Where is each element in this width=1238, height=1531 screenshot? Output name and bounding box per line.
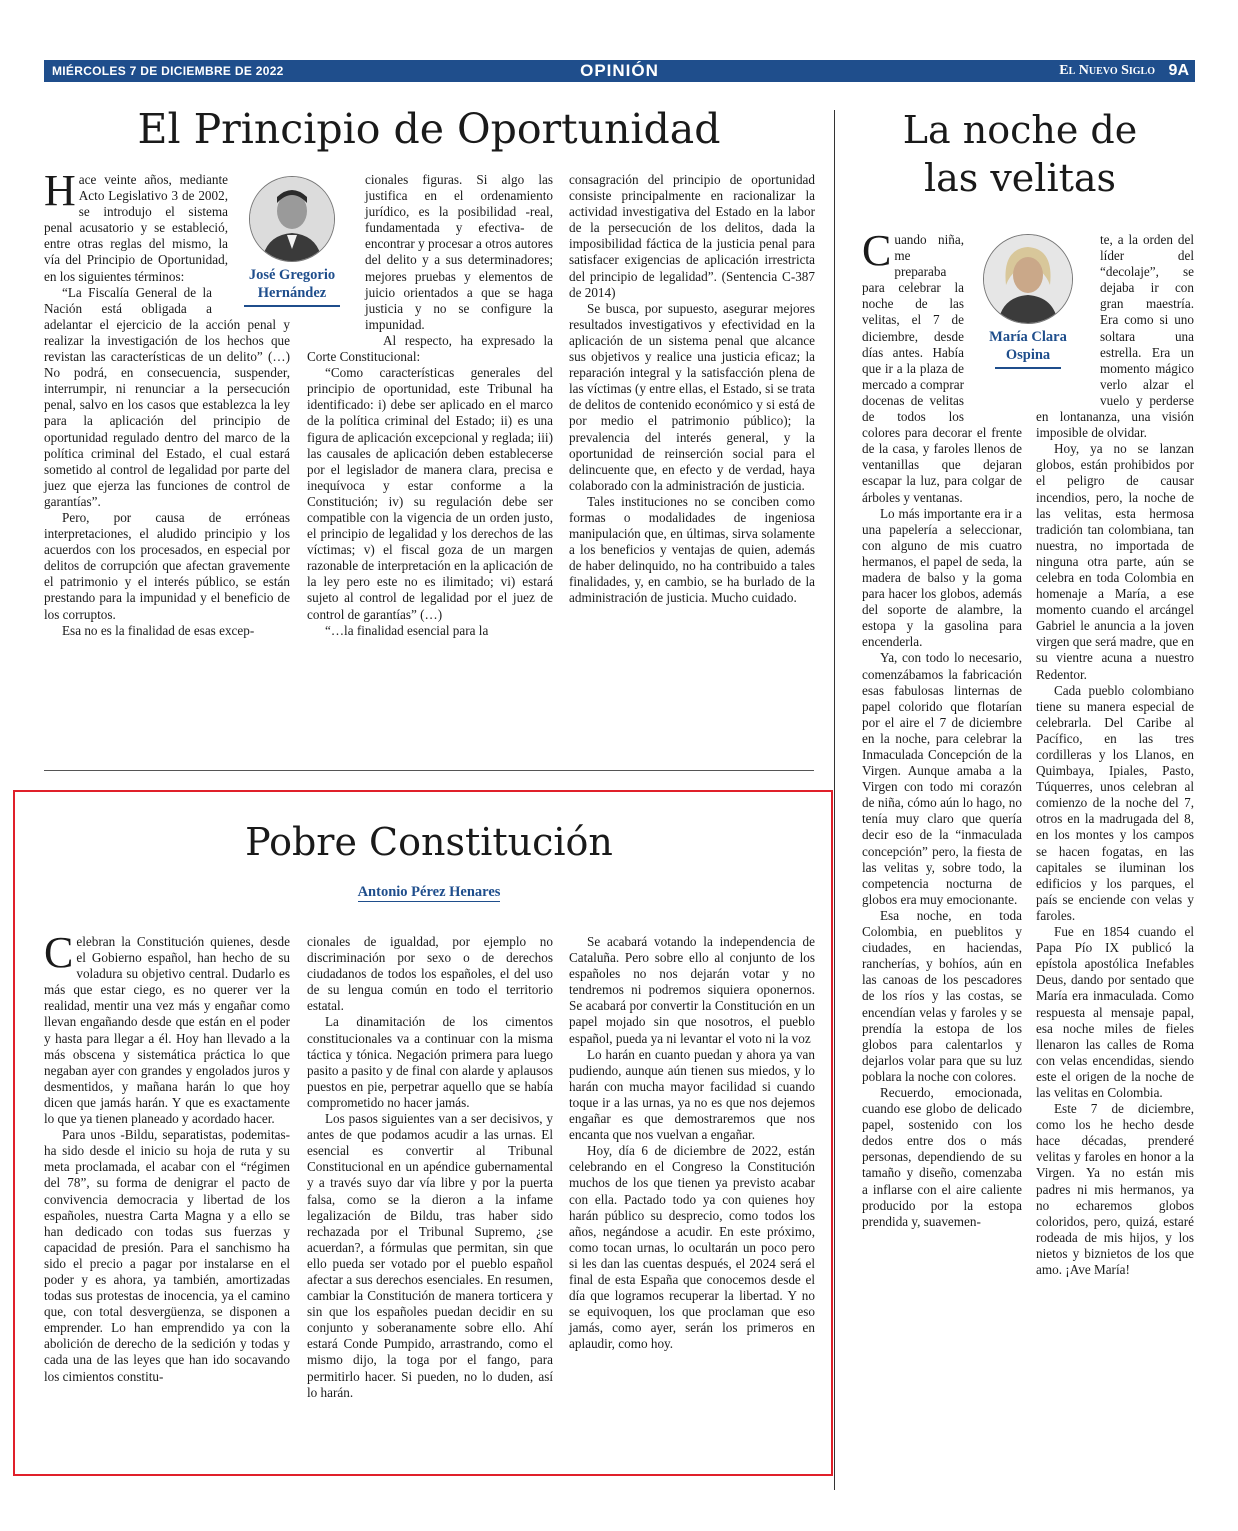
author-name: José Gregorio Hernández (248, 267, 336, 301)
article2-column-3: Se acabará votando la independencia de Cataluña. Pero sobre ello al conjunto de los españoles no nos dejarán votar y no tendremos ni podremos siquiera oponernos. Se acabará por convertir la Constitución en un papel mojado sin que nosotros, el pueblo español, pueda ya ni levantar el voto ni la voz Lo harán en cuanto puedan y ahora ya van pudiendo, aunque aún tienen sus miedos, y lo harán con mucha mayor facilidad si cuando toque ir a las urnas, ya no es que nos dejemos engañar es que demostraremos que nos encanta que nos vuelvan a engañar. Hoy, día 6 de diciembre de 2022, están celebrando en el Congreso la Constitución muchos de los que tienen ya previsto acabar con ella. Pactado todo ya con quienes hoy harán público su desprecio, como todos los años, negándose a acudir. En este próximo, como tocan urnas, lo ocultarán un poco pero si les dan las cuentas después, el 2024 será el final de esta España que conocemos desde el día que logramos recuperar la libertad. Y no se equivoquen, los que proclaman que eso jamás, como ayer, serán los primeros en aplaudir, como hoy. (569, 934, 815, 1352)
newspaper-name: El Nuevo Siglo (1059, 63, 1155, 78)
dropcap: C (44, 928, 74, 977)
page-header-bar (44, 60, 1195, 82)
article2-column-1: Celebran la Constitución quienes, desde el Gobierno español, han hecho de su voladura su objetivo central. Dudarlo es más que estar ciego, es no querer ver la realidad, mentir una vez más y engañar como llevan engañando desde que están en el poder y hasta para llegar a él. Hoy han llevado a la más obscena y sistemática práctica lo que negaban ayer con grandes y engolados juros y desmentidos, y mañana harán lo que hoy dicen que jamás harán. Y que es exactamente lo que ya tienen planeado y acordado hacer. Para unos -Bildu, separatistas, podemitas- ha sido desde el inicio su hoja de ruta y su meta proclamada, el acabar con el “régimen del 78”, su forma de denigrar el pacto de convivencia democracia y libertad de los españoles, nuestra Carta Magna y a ello se han dedicado con todas sus fuerzas y capacidad de presión. Para el sanchismo ha sido el precio a pagar por instalarse en el poder y es ahora, ya también, amortizadas todas sus protestas de inocencia, ya el camino que, con total desvergüenza, se disponen a emprender. Lo han emprendido ya con la abolición de derecho de la sedición y todas y cada una de las leyes que han ido socavando los cimientos constitu- (44, 928, 290, 1384)
dropcap: H (44, 166, 76, 215)
author-name: María Clara Ospina (989, 329, 1067, 363)
article1-column-1: Hace veinte años, mediante Acto Legislativo 3 de 2002, se introdujo el sistema penal acusatorio y se estableció, entre otras reglas del mismo, la vía del Principio de Oportunidad, en los siguientes términos: “La Fiscalía General de la Nación está obligada a adelantar el ejercicio de la acción penal y realizar la investigación de los hechos que revistan las características de un delito” (…) No podrá, en consecuencia, suspender, interrumpir, ni renunciar a la persecución penal, salvo en los casos que establezca la ley para la aplicación del principio de oportunidad regulado dentro del marco de la política criminal del Estado, el cual estará sometido al control de legalidad por parte del juez que ejerza las funciones de control de garantías”. Pero, por causa de erróneas interpretaciones, el aludido principio y los acuerdos con los procesados, en especial por delitos de corrupción que afectan gravemente el patrimonio y el interés público, se están prestando para la impunidad y el beneficio de los corruptos. Esa no es la finalidad de esas excep- (44, 166, 290, 638)
article1-column-2: cionales figuras. Si algo las justifica en el ordenamiento jurídico, es la posibilidad -real, fundamentada y efectiva- de encontrar y procesar a otros autores del delito y a sus determinadores; mejores pruebas y elementos de juicio orientados a que se haga justicia y no se configure la impunidad. Al respecto, ha expresado la Corte Constitucional: “Como características generales del principio de oportunidad, este Tribunal ha identificado: i) debe ser aplicado en el marco de la política criminal del Estado; ii) es una figura de aplicación excepcional y reglada; iii) las causales de aplicación deben establecerse por el legislador de manera clara, precisa e inequívoca y estar conforme a la Constitución; iv) su regulación debe ser compatible con la vigencia de un orden justo, el principio de legalidad y los derechos de las víctimas; v) el fiscal goza de un margen razonable de interpretación en la aplicación de la ley pero este no es ilimitado; vi) estará sujeto al control de legalidad por el juez de control de garantías” (…) “…la finalidad esencial para la (307, 172, 553, 638)
issue-date: MIÉRCOLES 7 DE DICIEMBRE DE 2022 (52, 64, 284, 78)
article-title-principio: El Principio de Oportunidad (137, 105, 721, 153)
dropcap: C (862, 226, 892, 275)
article-title-pobre-constitucion: Pobre Constitución (245, 820, 613, 864)
article1-column-3: consagración del principio de oportunidad consiste principalmente en racionalizar la actividad investigativa del Estado en la labor de la persecución de los delitos, dada la imposibilidad fáctica de la justicia penal para satisfacer exigencias de aplicación irrestricta del principio de legalidad”. (Sentencia C-387 de 2014) Se busca, por supuesto, asegurar mejores resultados investigativos y efectividad en la aplicación de un sistema penal que alcance sus objetivos y realice una justicia eficaz; la reparación integral y la satisfacción plena de las víctimas (y entre ellas, el Estado, si se trata de delitos de contenido económico y si está de por medio el patrimonio público); la prevalencia del interés general, y la oportunidad de reinserción social para el delincuente que, en efecto y de verdad, haya colaborado con la administración de justicia. Tales instituciones no se conciben como formas o modalidades de ingeniosa manipulación que, en últimas, sirva solamente a los beneficios y ventajas de quien, además de haber delinquido, no ha contribuido a tales finalidades, y, en cambio, se ha burlado de la administración de justicia. Mucho cuidado. (569, 172, 815, 606)
article2-column-2: cionales de igualdad, por ejemplo no discriminación por sexo o de derechos ciudadanos de todos los españoles, el del uso de su lengua común en todo el territorio estatal. La dinamitación de los cimentos constitucionales va a continuar con la misma táctica y tónica. Negación primera para luego pasito a pasito y de final con alarde y aplausos puestos en pie, perpetrar aquello que se había comprometido no hacer jamás. Los pasos siguientes van a ser decisivos, y antes de que podamos acudir a las urnas. El esencial es convertir al Tribunal Constitucional en un apéndice gubernamental y a través suyo dar vía libre y por la puerta falsa, como se la dieron a la infame legalización de Bildu, tras haber sido rechazada por el Tribunal Supremo, ¿se acuerdan?, a fórmulas que permitan, sin que ello pueda ser votado por el pueblo español afectar a sus derechos esenciales. En resumen, cambiar la Constitución de manera torticera y sin que los españoles puedan decidir en su conjunto y soberanamente sobre ello. Ahí estará Conde Pumpido, arrastrando, como el mismo dijo, la toga por el fango, para permitirlo hacer. Si pueden, no lo duden, así lo harán. (307, 934, 553, 1400)
column-divider (834, 110, 835, 1490)
section-title: OPINIÓN (580, 61, 659, 80)
author-name: Antonio Pérez Henares (357, 884, 501, 900)
article3-column-1: Cuando niña, me preparaba para celebrar la noche de las velitas, el 7 de diciembre, desde días antes. Había que ir a la plaza de mercado a comprar docenas de velitas de todos los colores para decorar el frente de la casa, y faroles llenos de ventanillas que dejaran escapar la luz, para colgar de árboles y ventanas. Lo más importante era ir a una papelería a seleccionar, con alguno de mis cuatro hermanos, el papel de seda, la madera de balso y la goma para hacer los globos, además del soporte de alambre, la estopa y la gasolina para encenderla. Ya, con todo lo necesario, comenzábamos la fabricación esas fabulosas linternas de papel colorido que flotarían por el aire el 7 de diciembre en la noche, para celebrar la Inmaculada Concepción de la Virgen. Aunque amaba a la Virgen con todo mi corazón de niña, cómo aún lo hago, no tenía muy claro que quería decir eso de la “inmaculada concepción” pero, la fiesta de las velitas y, sobre todo, la competencia nocturna de globos era muy emocionante. Esa noche, en toda Colombia, en pueblitos y ciudades, en haciendas, rancherías, y bohíos, aún en las canoas de los pescadores de los ríos y las costas, se encendían velas y faroles y se prendía la estopa de los globos para calentarlos y dejarlos volar para que su luz poblara la noche con colores. Recuerdo, emocionada, cuando ese globo de delicado papel, sostenido con los dedos entre dos o más personas, dependiendo de su tamaño y diseño, comenzaba a inflarse con el aire caliente producido por la estopa prendida y, suavemen- (862, 226, 1022, 1229)
article-divider (44, 770, 814, 771)
article-title-noche-velitas: La noche de las velitas (902, 108, 1138, 200)
article3-column-2: te, a la orden del líder del “decolaje”, se dejaba ir con gran maestría. Era como si uno soltara una estrella. Era un momento mágico verlo alzar el vuelo y perderse en lontananza, una visión imposible de olvidar. Hoy, ya no se lanzan globos, están prohibidos por el peligro de causar incendios, pero, la noche de las velitas, esta hermosa tradición tan colombiana, tan nuestra, no importada de ninguna otra parte, aún se celebra en toda Colombia en homenaje a María, a ese momento cuando el arcángel Gabriel le anuncia a la joven virgen que será madre, que en su vientre acuna a nuestro Redentor. Cada pueblo colombiano tiene su manera especial de celebrarla. Del Caribe al Pacífico, en las tres cordilleras y los Llanos, en Quimbaya, Ipiales, Pasto, Túquerres, unos celebran al comienzo de la noche del 7, otros en la madrugada del 8, en los montes y los campos se hacen fogatas, en las capitales se iluminan los edificios y los parques, el país se enciende con velas y faroles. Fue en 1854 cuando el Papa Pío IX publicó la epístola apostólica Inefables Deus, dando por sentado que María era inmaculada. Como respuesta al mensaje papal, esa noche miles de fieles llenaron las calles de Roma con velas encendidas, siendo este el origen de la noche de las velitas en Colombia. Este 7 de diciembre, como los he hecho desde hace décadas, prenderé velitas y faroles en honor a la Virgen. Ya no están mis padres ni mis hermanos, ya no echaremos globos coloridos, pero, quizá, estaré rodeada de mis hijos, y los nietos y biznietos de los que amo. ¡Ave María! (1036, 232, 1194, 1277)
byline-antonio (44, 884, 814, 901)
page-number: 9A (1168, 62, 1189, 79)
